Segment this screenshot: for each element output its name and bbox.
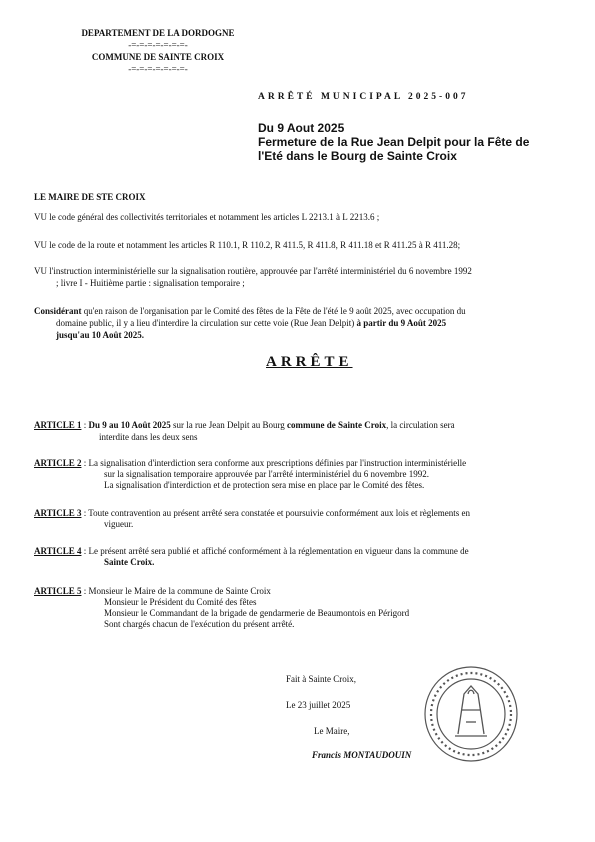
article-text: Monsieur le Maire de la commune de Sainte Croix [88,586,271,596]
article-text: Sont chargés chacun de l'exécution du présent arrêté. [104,619,295,629]
considerant-date-end: jusqu'au 10 Août 2025. [56,330,145,340]
article-text: Le présent arrêté sera publié et affiché conformément à la réglementation en vigueur dans la commune de [88,546,469,556]
considerant-line-2 [56,318,576,329]
article-text: Sainte Croix. [104,557,155,567]
article-text: Monsieur le Président du Comité des fêtes [104,597,257,607]
header-separator: -=-=-=-=-=-=-=- [128,64,188,74]
signature-role: Le Maire, [314,726,350,736]
article-5: ARTICLE 5 : Monsieur le Maire de la commune de Sainte Croix Monsieur le Président du Comité des fêtes Monsieur le Commandant de la brigade de gendarmerie de Beaumontois en Périgord Sont chargés chacun de l'exécution du présent arrêté. [34,586,574,630]
vu-line-3: VU l'instruction interministérielle sur la signalisation routière, approuvée par l'arrêté interministériel du 6 novembre 1992 [34,266,472,276]
arrete-reference: ARRÊTÉ MUNICIPAL 2025-007 [258,92,469,102]
considerant-text: domaine public, il y a lieu d'interdire la circulation sur cette voie (Rue Jean Delpit) [56,318,357,328]
vu-line-4: ; livre I - Huitième partie : signalisation temporaire ; [56,278,245,288]
signature-place: Fait à Sainte Croix, [286,674,356,684]
article-2: ARTICLE 2 : La signalisation d'interdiction sera conforme aux prescriptions définies par l'instruction interministérielle sur la signalisation temporaire approuvée par l'arrêté interministériel du 6 novembre 1992. La signalisation d'interdiction et de protection sera mise en place par le Comité des fêtes. [34,458,574,491]
article-label: ARTICLE 3 [34,508,82,518]
vu-line-1: VU le code général des collectivités territoriales et notamment les articles L 2213.1 à L 2213.6 ; [34,212,380,222]
mayor-name: Francis MONTAUDOUIN [312,750,412,760]
signature-date: Le 23 juillet 2025 [286,700,351,710]
article-text: sur la signalisation temporaire approuvée par l'arrêté interministériel du 6 novembre 1992. [104,469,430,479]
article-label: ARTICLE 2 [34,458,82,468]
department-header: DEPARTEMENT DE LA DORDOGNE [81,28,235,38]
municipal-seal-stamp [422,664,520,764]
article-3: ARTICLE 3 : Toute contravention au présent arrêté sera constatée et poursuivie conformément aux lois et règlements en vigueur. [34,508,574,530]
article-label: ARTICLE 1 [34,420,82,430]
article-text: Monsieur le Commandant de la brigade de gendarmerie de Beaumontois en Périgord [104,608,410,618]
article-text: commune de Sainte Croix [287,420,387,430]
subject-date: Du 9 Aout 2025 [258,121,345,135]
considerant-label: Considérant [34,306,82,316]
subject-line-1: Fermeture de la Rue Jean Delpit pour la Fête de [258,135,530,149]
header-separator: -=-=-=-=-=-=-=- [128,40,188,50]
article-text: Du 9 au 10 Août 2025 [88,420,171,430]
maire-heading: LE MAIRE DE STE CROIX [34,192,146,202]
considerant-text: qu'en raison de l'organisation par le Comité des fêtes de la Fête de l'été le 9 août 2025, avec occupation du [81,306,466,316]
article-text: , la circulation sera [386,420,455,430]
article-text: La signalisation d'interdiction et de protection sera mise en place par le Comité des fêtes. [104,480,425,490]
article-1: ARTICLE 1 : Du 9 au 10 Août 2025 sur la rue Jean Delpit au Bourg commune de Sainte Croix, la circulation sera interdite dans les deux sens [34,420,574,443]
article-4: ARTICLE 4 : Le présent arrêté sera publié et affiché conformément à la réglementation en vigueur dans la commune de Sainte Croix. [34,546,574,568]
considerant-line-1 [34,306,574,317]
arrete-heading: ARRÊTE [266,354,353,370]
commune-header: COMMUNE DE SAINTE CROIX [91,52,225,62]
article-text: Toute contravention au présent arrêté sera constatée et poursuivie conformément aux lois et règlements en [88,508,471,518]
article-label: ARTICLE 5 [34,586,82,596]
vu-line-2: VU le code de la route et notamment les articles R 110.1, R 110.2, R 411.5, R 411.8, R 411.18 et R 411.25 à R 411.28; [34,240,461,250]
considerant-date-start: à partir du 9 Août 2025 [356,318,447,328]
article-label: ARTICLE 4 [34,546,82,556]
article-text: La signalisation d'interdiction sera conforme aux prescriptions définies par l'instruction interministérielle [88,458,467,468]
article-text: vigueur. [104,519,134,529]
article-text: sur la rue Jean Delpit au Bourg [170,420,288,430]
article-text: interdite dans les deux sens [99,432,198,442]
subject-line-2: l'Eté dans le Bourg de Sainte Croix [258,149,457,163]
